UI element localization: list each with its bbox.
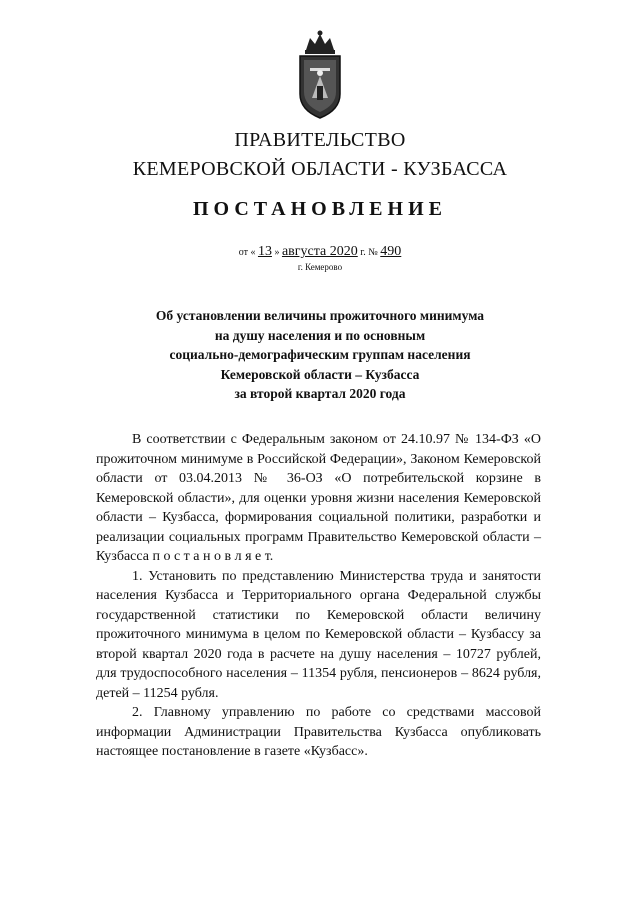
clause-2-paragraph: 2. Главному управлению по работе со средствами массовой информации Администрации Правительства Кузбасса опубликовать настоящее постановление в газете «Кузбасс». — [96, 705, 541, 759]
document-type-heading: ПОСТАНОВЛЕНИЕ — [193, 198, 447, 220]
date-day: 13 — [257, 244, 272, 259]
document-body — [96, 430, 541, 762]
title-line: Об установлении величины прожиточного минимума — [155, 308, 485, 323]
title-line: за второй квартал 2020 года — [234, 386, 406, 401]
document-title — [0, 306, 640, 404]
number-sign: № — [368, 247, 378, 258]
title-line: на душу населения и по основным — [214, 327, 426, 343]
government-title-line2: КЕМЕРОВСКОЙ ОБЛАСТИ - КУЗБАССА — [132, 158, 508, 180]
date-year-suffix: г. — [360, 247, 366, 258]
date-month-year: августа 2020 — [281, 244, 358, 259]
coat-of-arms-icon — [292, 28, 348, 120]
preamble-paragraph: В соответствии с Федеральным законом от 24.10.97 № 134-ФЗ «О прожиточном минимуме в Российской Федерации», Законом Кемеровской области от 03.04.2013 № 36-ОЗ «О потребительской корзине в Кемеровской области», для оценки уровня жизни населения Кемеровской области – Кузбасса, формирования социальной политики, разработки и реализации социальных программ Правительство Кемеровской области – Кузбасса п о с т а н о в л я е т. — [96, 432, 541, 564]
date-number-line: от « 13 » августа 2020 г. № 490 — [238, 244, 402, 259]
clause-1-paragraph: 1. Установить по представлению Министерства труда и занятости населения Кузбасса и Территориального органа Федеральной службы государственной статистики по Кемеровской области величину прожиточного минимума в целом по Кемеровской области – Кузбассу за второй квартал 2020 года в расчете на душу населения – 10727 рублей, для трудоспособного населения – 11354 рубля, пенсионеров – 8624 рубля, детей – 11254 рубля. — [96, 568, 541, 701]
government-title-line1: ПРАВИТЕЛЬСТВО — [234, 129, 406, 151]
city-label: г. Кемерово — [297, 262, 343, 272]
date-prefix: от « — [238, 247, 256, 258]
document-number: 490 — [380, 244, 402, 259]
title-line: Кемеровской области – Кузбасса — [220, 366, 420, 382]
title-line: социально-демографическим группам населения — [169, 347, 471, 362]
